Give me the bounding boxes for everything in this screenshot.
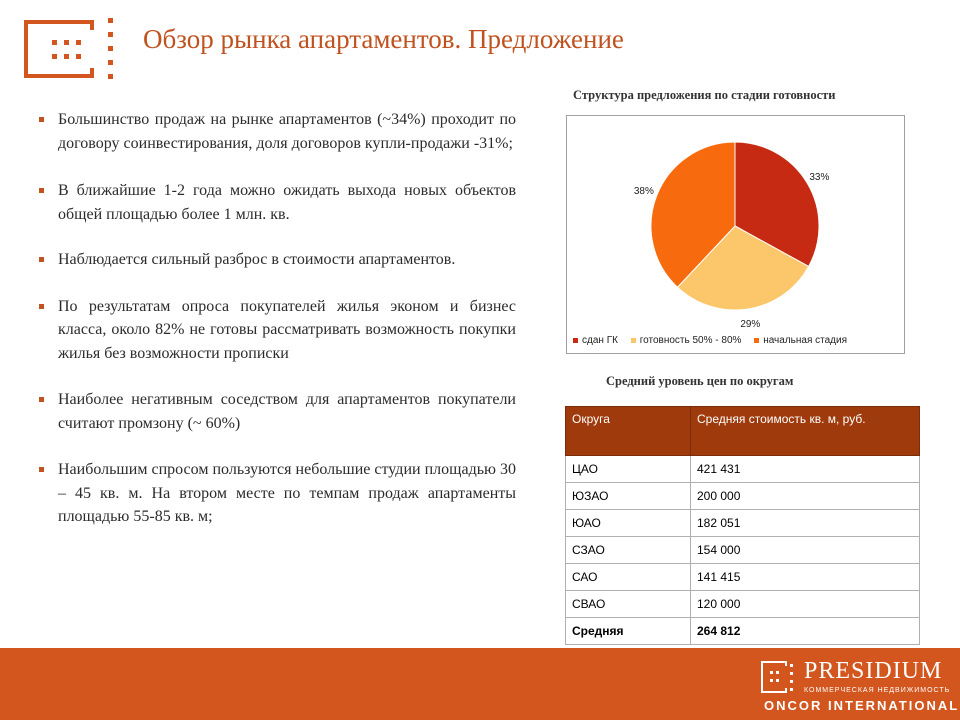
bullet-item bbox=[36, 179, 516, 226]
table-cell-district: САО bbox=[566, 564, 691, 591]
table-header-row bbox=[566, 407, 920, 456]
chart-legend bbox=[573, 335, 857, 346]
pie-chart bbox=[566, 115, 905, 354]
bullet-text: По результатам опроса покупателей жилья эконом и бизнес класса, около 82% не готовы рассматривать возможность покупки жилья без возможности прописки bbox=[58, 297, 516, 362]
legend-swatch-2 bbox=[754, 338, 759, 343]
bullet-text: Наиболее негативным соседством для апартаментов покупатели считают промзону (~ 60%) bbox=[58, 391, 516, 432]
table-caption: Средний уровень цен по округам bbox=[606, 374, 794, 388]
table-header-price: Средняя стоимость кв. м, руб. bbox=[691, 407, 920, 456]
presidium-grid-icon bbox=[760, 660, 794, 694]
bullet-square-icon bbox=[39, 188, 44, 193]
chart-caption: Структура предложения по стадии готовности bbox=[573, 88, 836, 102]
brand-subtitle: КОММЕРЧЕСКАЯ НЕДВИЖИМОСТЬ bbox=[804, 687, 951, 694]
price-table bbox=[565, 406, 920, 645]
table-row bbox=[566, 537, 920, 564]
bullet-text: В ближайшие 1-2 года можно ожидать выхода новых объектов общей площадью более 1 млн. кв. bbox=[58, 182, 516, 223]
legend-item bbox=[754, 335, 847, 346]
pie-data-label-2: 38% bbox=[633, 185, 654, 197]
pie-data-label-0: 33% bbox=[809, 172, 830, 184]
table-cell-price: 141 415 bbox=[691, 564, 920, 591]
bullet-item bbox=[36, 248, 516, 272]
legend-label: готовность 50% - 80% bbox=[639, 335, 742, 346]
table-row bbox=[566, 456, 920, 483]
table-cell-district: ЮАО bbox=[566, 510, 691, 537]
bullet-text: Наблюдается сильный разброс в стоимости апартаментов. bbox=[58, 251, 456, 268]
table-cell-district: ЮЗАО bbox=[566, 483, 691, 510]
table-cell-price: 182 051 bbox=[691, 510, 920, 537]
logo-mark-icon bbox=[22, 18, 122, 80]
pie-chart-svg bbox=[567, 116, 904, 353]
bullet-text: Большинство продаж на рынке апартаментов (~34%) проходит по договору соинвестирования, доля договоров купли-продажи -31%; bbox=[58, 111, 516, 152]
table-cell-price: 421 431 bbox=[691, 456, 920, 483]
table-row-average bbox=[566, 618, 920, 645]
legend-swatch-1 bbox=[631, 338, 636, 343]
table-row bbox=[566, 564, 920, 591]
table-cell-district: ЦАО bbox=[566, 456, 691, 483]
legend-label: начальная стадия bbox=[763, 335, 848, 346]
brand-oncor: ONCOR INTERNATIONAL bbox=[764, 698, 960, 713]
legend-item bbox=[631, 335, 742, 346]
table-cell-price: 200 000 bbox=[691, 483, 920, 510]
bullet-item bbox=[36, 388, 516, 435]
table-row bbox=[566, 591, 920, 618]
bullet-square-icon bbox=[39, 397, 44, 402]
table-cell-price: 154 000 bbox=[691, 537, 920, 564]
bullet-item bbox=[36, 295, 516, 366]
table-cell-district: СЗАО bbox=[566, 537, 691, 564]
bullet-text: Наибольшим спросом пользуются небольшие студии площадью 30 – 45 кв. м. На втором месте по темпам продаж апартаменты площадью 55-85 кв. м; bbox=[58, 461, 516, 525]
legend-item bbox=[573, 335, 618, 346]
legend-label: сдан ГК bbox=[582, 335, 618, 346]
bullet-list bbox=[36, 108, 516, 529]
table-cell-district: Средняя bbox=[566, 618, 691, 645]
table-cell-price: 120 000 bbox=[691, 591, 920, 618]
bullet-square-icon bbox=[39, 257, 44, 262]
table-row bbox=[566, 510, 920, 537]
page-title: Обзор рынка апартаментов. Предложение bbox=[143, 24, 624, 54]
table-row bbox=[566, 483, 920, 510]
legend-swatch-0 bbox=[573, 338, 578, 343]
bullet-item bbox=[36, 108, 516, 155]
brand-name: PRESIDIUM bbox=[804, 658, 943, 684]
table-header-district: Округа bbox=[566, 407, 691, 456]
bullet-item bbox=[36, 458, 516, 529]
bullet-square-icon bbox=[39, 304, 44, 309]
bullet-square-icon bbox=[39, 117, 44, 122]
table-cell-price: 264 812 bbox=[691, 618, 920, 645]
bullet-square-icon bbox=[39, 467, 44, 472]
table-cell-district: СВАО bbox=[566, 591, 691, 618]
pie-data-label-1: 29% bbox=[740, 318, 761, 330]
brand-logo bbox=[760, 656, 960, 714]
